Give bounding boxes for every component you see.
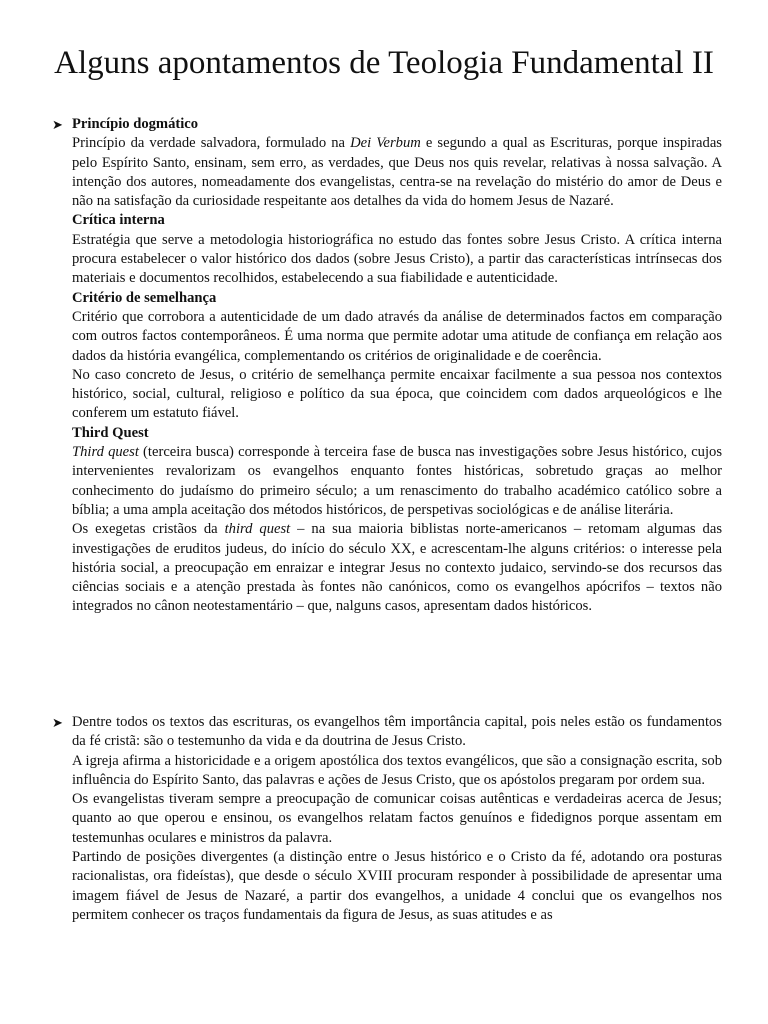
- section-definitions: [52, 115, 723, 617]
- paragraph-critica: Estratégia que serve a metodologia historiográfica no estudo das fontes sobre Jesus Cristo. A crítica interna procura estabelecer o valor histórico dos dados (sobre Jesus Cristo), a partir das características intrínsecas dos materiais e documentos recolhidos, estabelecendo a sua fiabilidade e autenticidade.: [72, 231, 722, 287]
- heading-criterio-semelhanca: Critério de semelhança: [72, 289, 217, 306]
- dei-verbum-term: Dei Verbum: [350, 135, 421, 152]
- paragraph-third-quest-1: Third quest (terceira busca) corresponde à terceira fase de busca nas investigações sobre Jesus histórico, cujos intervenientes revalorizam os evangelhos enquanto fontes históricas, sobretudo graças ao melhor conhecimento do judaísmo do primeiro século; a um renascimento do trabalho académico católico sobre a bíblia; a uma ampla aceitação dos métodos históricos, de perspetivas sociológicas e de análise literária.: [72, 444, 723, 518]
- paragraph-third-quest-2: Os exegetas cristãos da third quest – na sua maioria biblistas norte-americanos – retomam algumas das investigações de eruditos judeus, do início do século XX, e acrescentam-lhe alguns critérios: o interesse pela história social, a preocupação em enraizar e integrar Jesus no contexto judaico, servindo-se dos recursos das ciências sociais e a atenção prestada às fontes não canónicos, como os evangelhos apócrifos – textos não integrados no cânon neotestamentário – que, nalguns casos, apresentam dados históricos.: [72, 521, 723, 615]
- paragraph-evangelhos-1: Dentre todos os textos das escrituras, os evangelhos têm importância capital, pois neles estão os fundamentos da fé cristã: são o testemunho da vida e da doutrina de Jesus Cristo.: [72, 714, 722, 750]
- heading-principio-dogmatico: Princípio dogmático: [72, 116, 199, 132]
- heading-critica-interna: Crítica interna: [72, 212, 165, 229]
- third-quest-term: Third quest: [72, 444, 139, 461]
- paragraph-principio: Princípio da verdade salvadora, formulado na Dei Verbum e segundo a qual as Escrituras, porque inspiradas pelo Espírito Santo, ensinam, sem erro, as verdades, que Deus nos quis revelar, relativas à nossa salvação. A intenção dos autores, nomeadamente dos evangelistas, centra-se na revelação do mistério do amor de Deus e não na satisfação da curiosidade respeitante aos detalhes da vida do homem Jesus de Nazaré.: [72, 135, 722, 210]
- arrowhead-bullet-icon: ➤: [52, 117, 63, 132]
- paragraph-evangelhos-4: Partindo de posições divergentes (a distinção entre o Jesus histórico e o Cristo da fé, adotando ora posturas racionalistas, ora fideístas), que desde o século XVIII procuram responder à possibilidade de apresentar uma imagem fiável de Jesus de Nazaré, a partir dos evangelhos, a unidade 4 conclui que os evangelhos nos permitem conhecer os traços fundamentais da figura de Jesus, as suas atitudes e as: [72, 849, 722, 923]
- paragraph-evangelhos-3: Os evangelistas tiveram sempre a preocupação de comunicar coisas autênticas e verdadeiras acerca de Jesus; quanto ao que operou e ensinou, os evangelhos relatam factos genuínos e fidedignos porque assentam em testemunhas oculares e ministros da palavra.: [72, 791, 722, 846]
- paragraph-evangelhos-2: A igreja afirma a historicidade e a origem apostólica dos textos evangélicos, que são a consignação escrita, sob influência do Espírito Santo, das palavras e ações de Jesus Cristo, que os apóstolos pregaram por ordem sua.: [72, 752, 722, 788]
- third-quest-term: third quest: [224, 521, 291, 538]
- arrowhead-bullet-icon: ➤: [52, 715, 63, 730]
- document-title: Alguns apontamentos de Teologia Fundamental II: [54, 45, 714, 81]
- section-evangelhos: [52, 713, 722, 925]
- paragraph-criterio-1: Critério que corrobora a autenticidade de um dado através da análise de determinados factos em comparação com outros factos contemporâneos. É uma norma que permite adotar uma atitude de confiança em relação aos dados da história evangélica, complementando os critérios de originalidade e de coerência.: [72, 308, 722, 364]
- paragraph-criterio-2: No caso concreto de Jesus, o critério de semelhança permite encaixar facilmente a sua pessoa nos contextos histórico, social, cultural, religioso e político da sua época, que coincidem com dados arqueológicos e lhe conferem um estatuto fiável.: [72, 366, 722, 422]
- heading-third-quest: Third Quest: [72, 424, 149, 441]
